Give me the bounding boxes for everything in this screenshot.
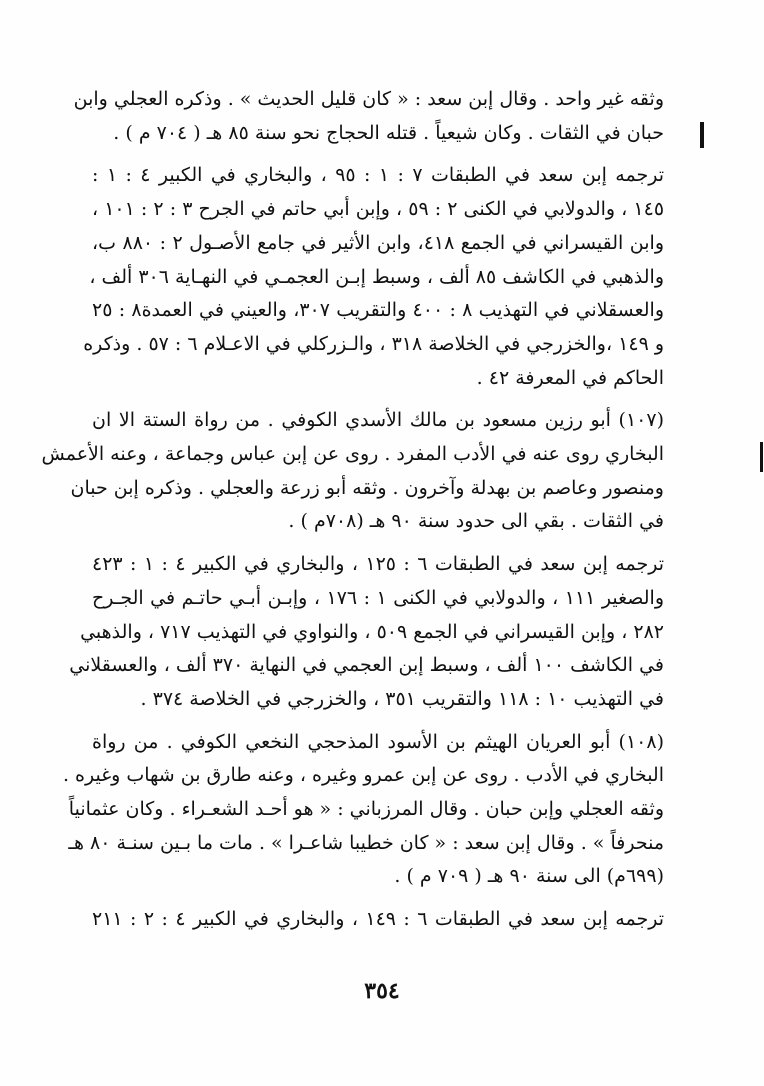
margin-mark xyxy=(700,122,704,148)
paragraph-references-107 xyxy=(69,548,664,717)
page-number: ٣٥٤ xyxy=(364,978,400,1004)
text-line: وثقه العجلي وإبن حبان . وقال المرزباني : « هو أحـد الشعـراء . وكان عثمانياً xyxy=(68,798,664,821)
text-line: البخاري في الأدب . روى عن إبن عمرو وغيره ، وعنه طارق بن شهاب وغيره . xyxy=(62,764,664,787)
text-line: البخاري روى عنه في الأدب المفرد . روى عن إبن عباس وجماعة ، وعنه الأعمش xyxy=(41,443,664,466)
text-line: والصغير ١١١ ، والدولابي في الكنى ١ : ١٧٦ ، وإبـن أبـي حاتـم في الجـرح xyxy=(92,586,664,609)
text-line: والعسقلاني في التهذيب ٨ : ٤٠٠ والتقريب ٣٠٧، والعيني في العمدة٨ : ٢٥ xyxy=(92,299,664,322)
text-line: في التهذيب ١٠ : ١١٨ والتقريب ٣٥١ ، والخزرجي في الخلاصة ٣٧٤ . xyxy=(140,687,664,710)
paragraph-biography-107 xyxy=(41,404,664,539)
margin-mark xyxy=(760,442,763,472)
text-line: ومنصور وعاصم بن بهدلة وآخرون . وثقه أبو زرعة والعجلي . وذكره إبن حبان xyxy=(70,476,664,499)
text-line: (١٠٧) أبو رزين مسعود بن مالك الأسدي الكوفي . من رواة الستة الا ان xyxy=(92,409,664,432)
text-line: وثقه غير واحد . وقال إبن سعد : « كان قليل الحديث » . وذكره العجلي وابن xyxy=(73,88,664,110)
text-line: في الكاشف ١٠٠ ألف ، وسبط إبن العجمي في النهاية ٣٧٠ ألف ، والعسقلاني xyxy=(69,654,664,677)
text-line: وابن القيسراني في الجمع ٤١٨، وابن الأثير في جامع الأصـول ٢ : ٨٨٠ ب، xyxy=(92,231,665,254)
text-line: و ١٤٩ ،والخزرجي في الخلاصة ٣١٨ ، والـزركلي في الاعـلام ٦ : ٥٧ . وذكره xyxy=(83,332,664,355)
paragraph-biography-108 xyxy=(62,726,664,895)
text-line: ترجمه إبن سعد في الطبقات ٦ : ١٢٥ ، والبخاري في الكبير ٤ : ١ : ٤٢٣ xyxy=(92,553,664,576)
paragraph-references-108 xyxy=(92,903,664,937)
text-line: والذهبي في الكاشف ٨٥ ألف ، وسبط إبـن العجمـي في النهـاية ٣٠٦ ألف ، xyxy=(89,265,664,288)
text-line: (١٠٨) أبو العريان الهيثم بن الأسود المذحجي النخعي الكوفي . من رواة xyxy=(92,730,664,753)
text-line: ٢٨٢ ، وإبن القيسراني في الجمع ٥٠٩ ، والنواوي في التهذيب ٧١٧ ، والذهبي xyxy=(80,620,664,643)
text-line: الحاكم في المعرفة ٤٢ . xyxy=(476,366,664,389)
paragraph-references-106 xyxy=(83,159,665,395)
text-line: في الثقات . بقي الى حدود سنة ٩٠ هـ (٧٠٨م ) . xyxy=(288,510,664,533)
text-line: حبان في الثقات . وكان شيعياً . قتله الحجاج نحو سنة ٨٥ هـ ( ٧٠٤ م ) . xyxy=(113,121,664,144)
text-line: ١٤٥ ، والدولابي في الكنى ٢ : ٥٩ ، وإبن أبي حاتم في الجرح ٣ : ٢ : ١٠١ ، xyxy=(92,198,665,221)
text-line: (٦٩٩م) الى سنة ٩٠ هـ ( ٧٠٩ م ) . xyxy=(394,865,664,888)
text-line: ترجمه إبن سعد في الطبقات ٧ : ١ : ٩٥ ، والبخاري في الكبير ٤ : ١ : xyxy=(92,164,664,187)
text-line: ترجمه إبن سعد في الطبقات ٦ : ١٤٩ ، والبخاري في الكبير ٤ : ٢ : ٢١١ xyxy=(92,908,664,931)
page-body xyxy=(41,83,665,937)
paragraph-biography-end xyxy=(73,83,664,150)
text-line: منحرفاً » . وقال إبن سعد : « كان خطيبا شاعـرا » . مات ما بـين سنـة ٨٠ هـ xyxy=(68,831,664,854)
